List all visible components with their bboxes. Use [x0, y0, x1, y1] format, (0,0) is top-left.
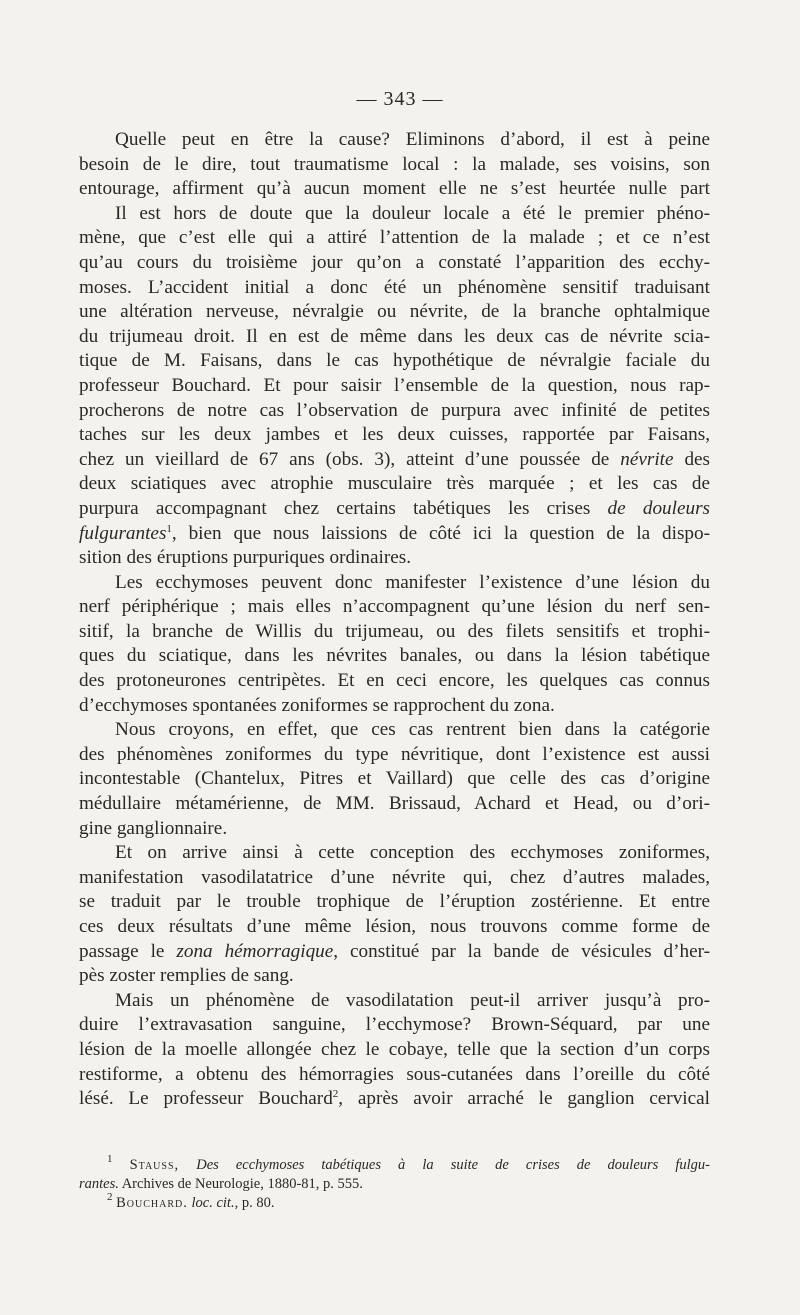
- text-line: besoin de le dire, tout traumatisme local : la malade, ses voisins, son: [79, 153, 710, 175]
- footnote-mark: 1: [107, 1153, 113, 1165]
- text-line: Il est hors de doute que la douleur locale a été le premier phéno-: [115, 202, 710, 224]
- footnote-2: [79, 1191, 710, 1213]
- text-line: gine ganglionnaire.: [79, 817, 228, 839]
- footnote-ref-1: 1: [166, 522, 172, 535]
- footnote-1-cont: [79, 1175, 710, 1194]
- text-segment: purpura accompagnant chez certains tabétiques les crises: [79, 497, 591, 519]
- text-line: [79, 1087, 710, 1112]
- footnote-title: Des ecchymoses tabétiques à la suite de crises de douleurs fulgu-: [196, 1157, 711, 1173]
- text-line: d’ecchymoses spontanées zoniformes se rapprochent du zona.: [79, 694, 555, 716]
- text-line: des phénomènes zoniformes du type névritique, dont l’existence est aussi: [79, 743, 710, 765]
- emphasis-zona-hemorragique: zona hémorragique: [176, 940, 334, 962]
- footnote-1: [79, 1153, 711, 1175]
- text-line: procherons de notre cas l’observation de purpura avec infinité de petites: [79, 399, 710, 421]
- text-line: médullaire métamérienne, de MM. Brissaud, Achard et Head, ou d’ori-: [79, 793, 710, 815]
- text-segment: passage le: [79, 940, 165, 962]
- text-line: [79, 940, 710, 965]
- text-line: lésion de la moelle allongée chez le cobaye, telle que la section d’un corps: [79, 1038, 710, 1060]
- text-line: Quelle peut en être la cause? Eliminons d’abord, il est à peine: [115, 129, 710, 150]
- text-line: se traduit par le trouble trophique de l’éruption zostérienne. Et entre: [79, 891, 710, 913]
- text-line: sitif, la branche de Willis du trijumeau, ou des filets sensitifs et trophi-: [79, 620, 710, 642]
- text-segment: des: [684, 448, 711, 470]
- text-line: nerf périphérique ; mais elles n’accompagnent qu’une lésion du nerf sen-: [79, 596, 710, 618]
- text-line: ques du sciatique, dans les névrites banales, ou dans la lésion tabétique: [79, 645, 710, 667]
- footnote-ref: loc. cit.: [191, 1195, 235, 1211]
- footnote-title: rantes.: [79, 1176, 119, 1192]
- text-line: [79, 448, 710, 473]
- text-line: manifestation vasodilatatrice d’une névrite qui, chez d’autres malades,: [79, 866, 710, 888]
- text-line: pès zoster remplies de sang.: [79, 965, 294, 987]
- text-line: Mais un phénomène de vasodilatation peut-il arriver jusqu’à pro-: [115, 989, 710, 1011]
- footnote-source: , p. 80.: [234, 1195, 275, 1211]
- text-line: entourage, affirment qu’à aucun moment elle ne s’est heurtée nulle part: [79, 178, 710, 200]
- text-line: Et on arrive ainsi à cette conception des ecchymoses zoniformes,: [115, 842, 710, 864]
- text-line: des protoneurones centripètes. Et en ceci encore, les quelques cas connus: [79, 670, 710, 692]
- text-segment: , bien que nous laissions de côté ici la question de la dispo-: [171, 522, 710, 544]
- text-segment: chez un vieillard de 67 ans (obs. 3), atteint d’une poussée de: [79, 448, 610, 470]
- text-line: incontestable (Chantelux, Pitres et Vaillard) que celle des cas d’origine: [79, 768, 710, 790]
- text-line: [79, 497, 710, 522]
- text-line: une altération nerveuse, névralgie ou névrite, de la branche ophtalmique: [79, 301, 710, 323]
- text-line: tique de M. Faisans, dans le cas hypothétique de névralgie faciale du: [79, 350, 710, 372]
- text-line: taches sur les deux jambes et les deux cuisses, rapportée par Faisans,: [79, 424, 710, 446]
- body-text: [79, 128, 710, 1112]
- emphasis-fulgurantes: fulgurantes: [79, 522, 167, 544]
- text-line: duire l’extravasation sanguine, l’ecchymose? Brown-Séquard, par une: [79, 1014, 710, 1036]
- text-line: ces deux résultats d’une même lésion, nous trouvons comme forme de: [79, 916, 710, 937]
- text-line: sition des éruptions purpuriques ordinaires.: [79, 547, 411, 569]
- page-number: — 343 —: [356, 88, 444, 110]
- text-line: [79, 522, 710, 547]
- text-line: qu’au cours du troisième jour qu’on a constaté l’apparition des ecchy-: [79, 251, 710, 273]
- footnote-author: Stauss,: [129, 1157, 180, 1173]
- text-line: professeur Bouchard. Et pour saisir l’ensemble de la question, nous rap-: [79, 374, 710, 396]
- text-segment: lésé. Le professeur Bouchard: [79, 1088, 333, 1110]
- emphasis-douleurs: de douleurs: [607, 497, 711, 519]
- text-segment: , après avoir arraché le ganglion cervical: [338, 1088, 710, 1110]
- text-line: restiforme, a obtenu des hémorragies sous-cutanées dans l’oreille du côté: [79, 1063, 710, 1085]
- text-line: deux sciatiques avec atrophie musculaire très marquée ; et les cas de: [79, 473, 710, 495]
- text-line: du trijumeau droit. Il en est de même dans les deux cas de névrite scia-: [79, 325, 710, 347]
- footnotes: [79, 1153, 711, 1213]
- footnote-author: Bouchard.: [116, 1195, 188, 1211]
- text-line: mène, que c’est elle qui a attiré l’attention de la malade ; et ce n’est: [79, 227, 710, 249]
- text-line: moses. L’accident initial a donc été un phénomène sensitif traduisant: [79, 276, 710, 298]
- text-line: Les ecchymoses peuvent donc manifester l’existence d’une lésion du: [115, 571, 710, 593]
- footnote-mark: 2: [107, 1191, 113, 1203]
- text-segment: , constitué par la bande de vésicules d’her-: [333, 940, 710, 962]
- emphasis-nevrite: névrite: [620, 448, 674, 470]
- text-line: Nous croyons, en effet, que ces cas rentrent bien dans la catégorie: [115, 719, 710, 741]
- footnote-source: Archives de Neurologie, 1880-81, p. 555.: [121, 1176, 363, 1192]
- footnote-ref-2: 2: [332, 1088, 339, 1101]
